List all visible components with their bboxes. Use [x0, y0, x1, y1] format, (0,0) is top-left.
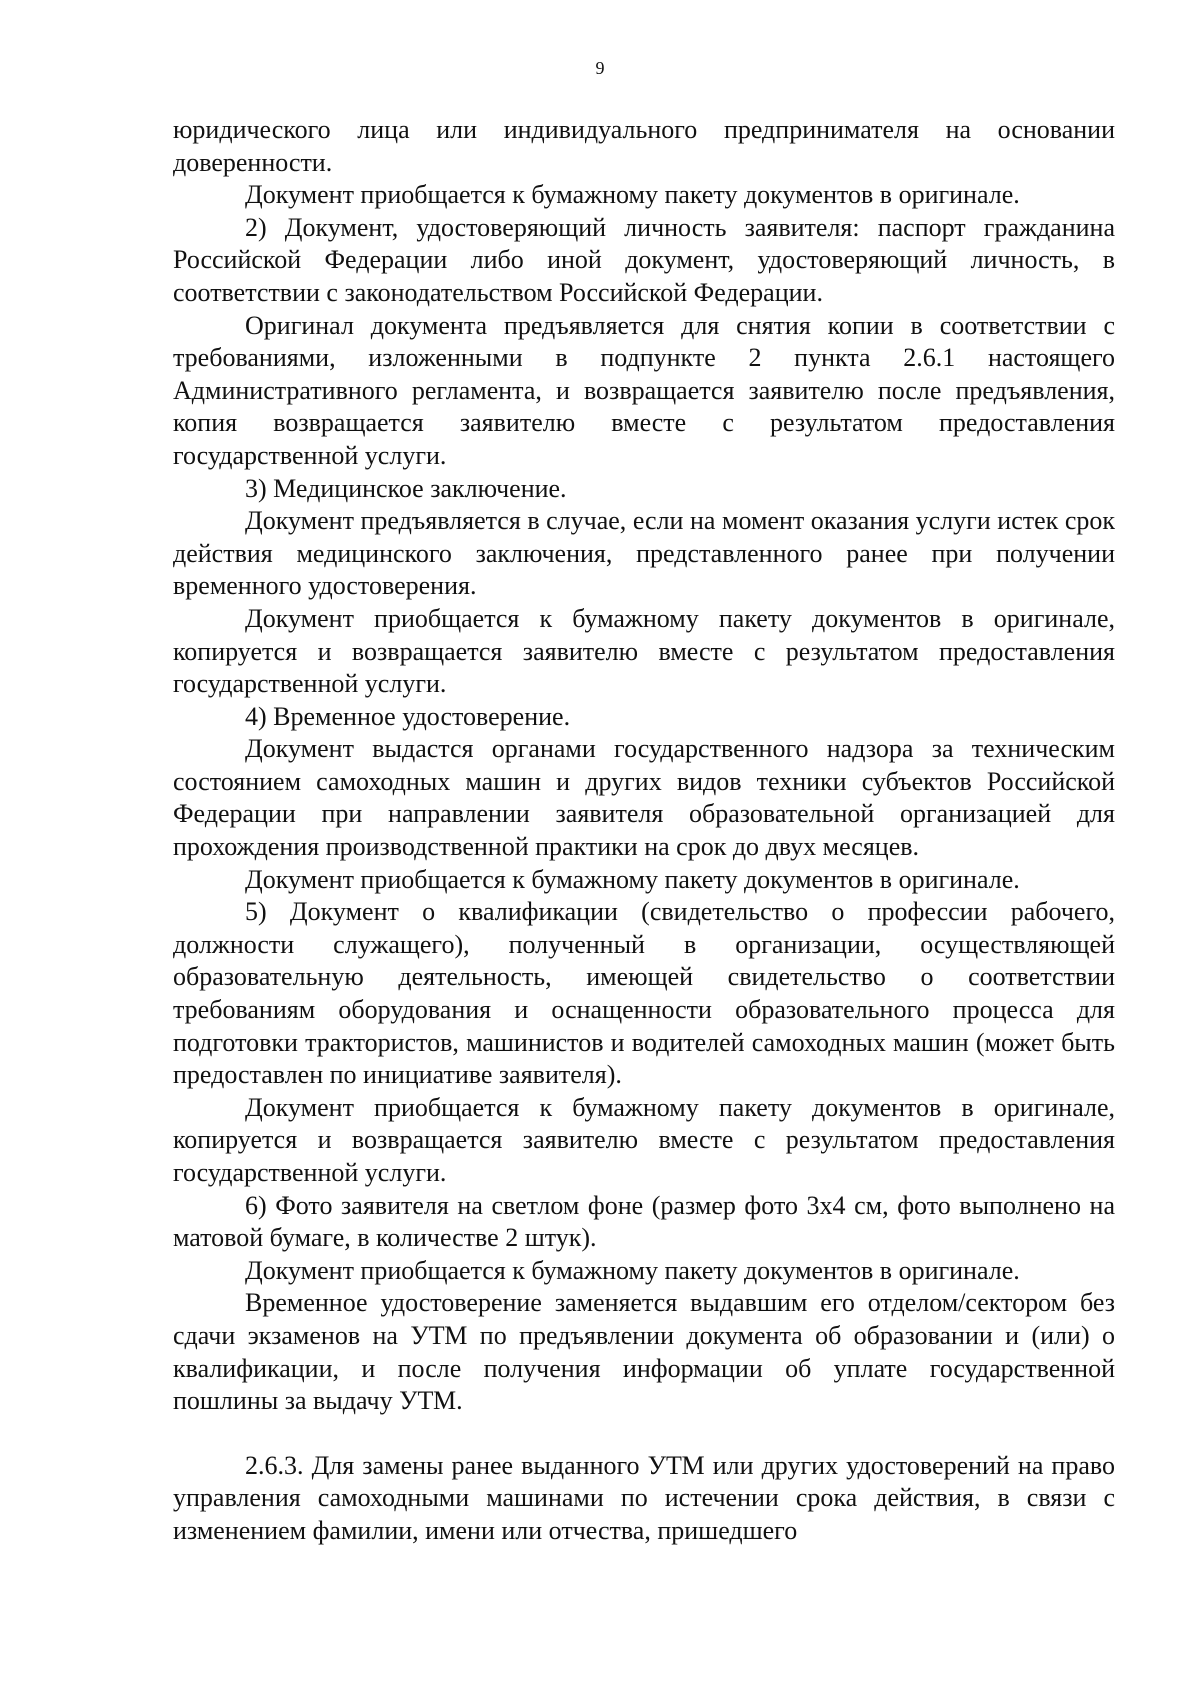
paragraph: Документ выдастся органами государственного надзора за техническим состоянием самоходных машин и других видов техники субъектов Российской Федерации при направлении заявителя образовательной организацией для прохождения производственной практики на срок до двух месяцев.: [173, 734, 1115, 862]
paragraph: Документ приобщается к бумажному пакету документов в оригинале, копируется и возвращается заявителю вместе с результатом предоставления государственной услуги.: [173, 603, 1115, 699]
document-body: [173, 114, 1115, 1548]
paragraph: Документ приобщается к бумажному пакету документов в оригинале, копируется и возвращается заявителю вместе с результатом предоставления государственной услуги.: [173, 1092, 1115, 1187]
paragraph: Оригинал документа предъявляется для снятия копии в соответствии с требованиями, изложенными в подпункте 2 пункта 2.6.1 настоящего Административного регламента, и возвращается заявителю после предъявления, копия возвращается заявителю вместе с результатом предоставления государственной услуги.: [173, 310, 1115, 470]
paragraph: Документ приобщается к бумажному пакету документов в оригинале.: [245, 864, 1020, 894]
paragraph: 6) Фото заявителя на светлом фоне (размер фото 3х4 см, фото выполнено на матовой бумаге, в количестве 2 штук).: [173, 1190, 1115, 1253]
page-number: 9: [595, 58, 605, 78]
paragraph: Временное удостоверение заменяется выдавшим его отделом/сектором без сдачи экзаменов на УТМ по предъявлении документа об образовании и (или) о квалификации, и после получения информации об уплате государственной пошлины за выдачу УТМ.: [173, 1288, 1115, 1416]
paragraph: Документ приобщается к бумажному пакету документов в оригинале.: [245, 180, 1020, 210]
paragraph: Документ приобщается к бумажному пакету документов в оригинале.: [245, 1255, 1020, 1285]
paragraph: юридического лица или индивидуального предпринимателя на основании доверенности.: [173, 115, 1115, 177]
paragraph: 3) Медицинское заключение.: [245, 473, 567, 503]
paragraph-section-2-6-3: 2.6.3. Для замены ранее выданного УТМ или других удостоверений на право управления самоходными машинами по истечении срока действия, в связи с изменением фамилии, имени или отчества, пришедшего: [173, 1450, 1115, 1545]
paragraph: 4) Временное удостоверение.: [245, 701, 571, 731]
paragraph: 5) Документ о квалификации (свидетельство о профессии рабочего, должности служащего), полученный в организации, осуществляющей образовательную деятельность, имеющей свидетельство о соответствии требованиям оборудования и оснащенности образовательного процесса для подготовки трактористов, машинистов и водителей самоходных машин (может быть предоставлен по инициативе заявителя).: [173, 897, 1115, 1090]
paragraph: 2) Документ, удостоверяющий личность заявителя: паспорт гражданина Российской Федерации либо иной документ, удостоверяющий личность, в соответствии с законодательством Российской Федерации.: [173, 212, 1115, 307]
paragraph: Документ предъявляется в случае, если на момент оказания услуги истек срок действия медицинского заключения, представленного ранее при получении временного удостоверения.: [173, 506, 1115, 601]
